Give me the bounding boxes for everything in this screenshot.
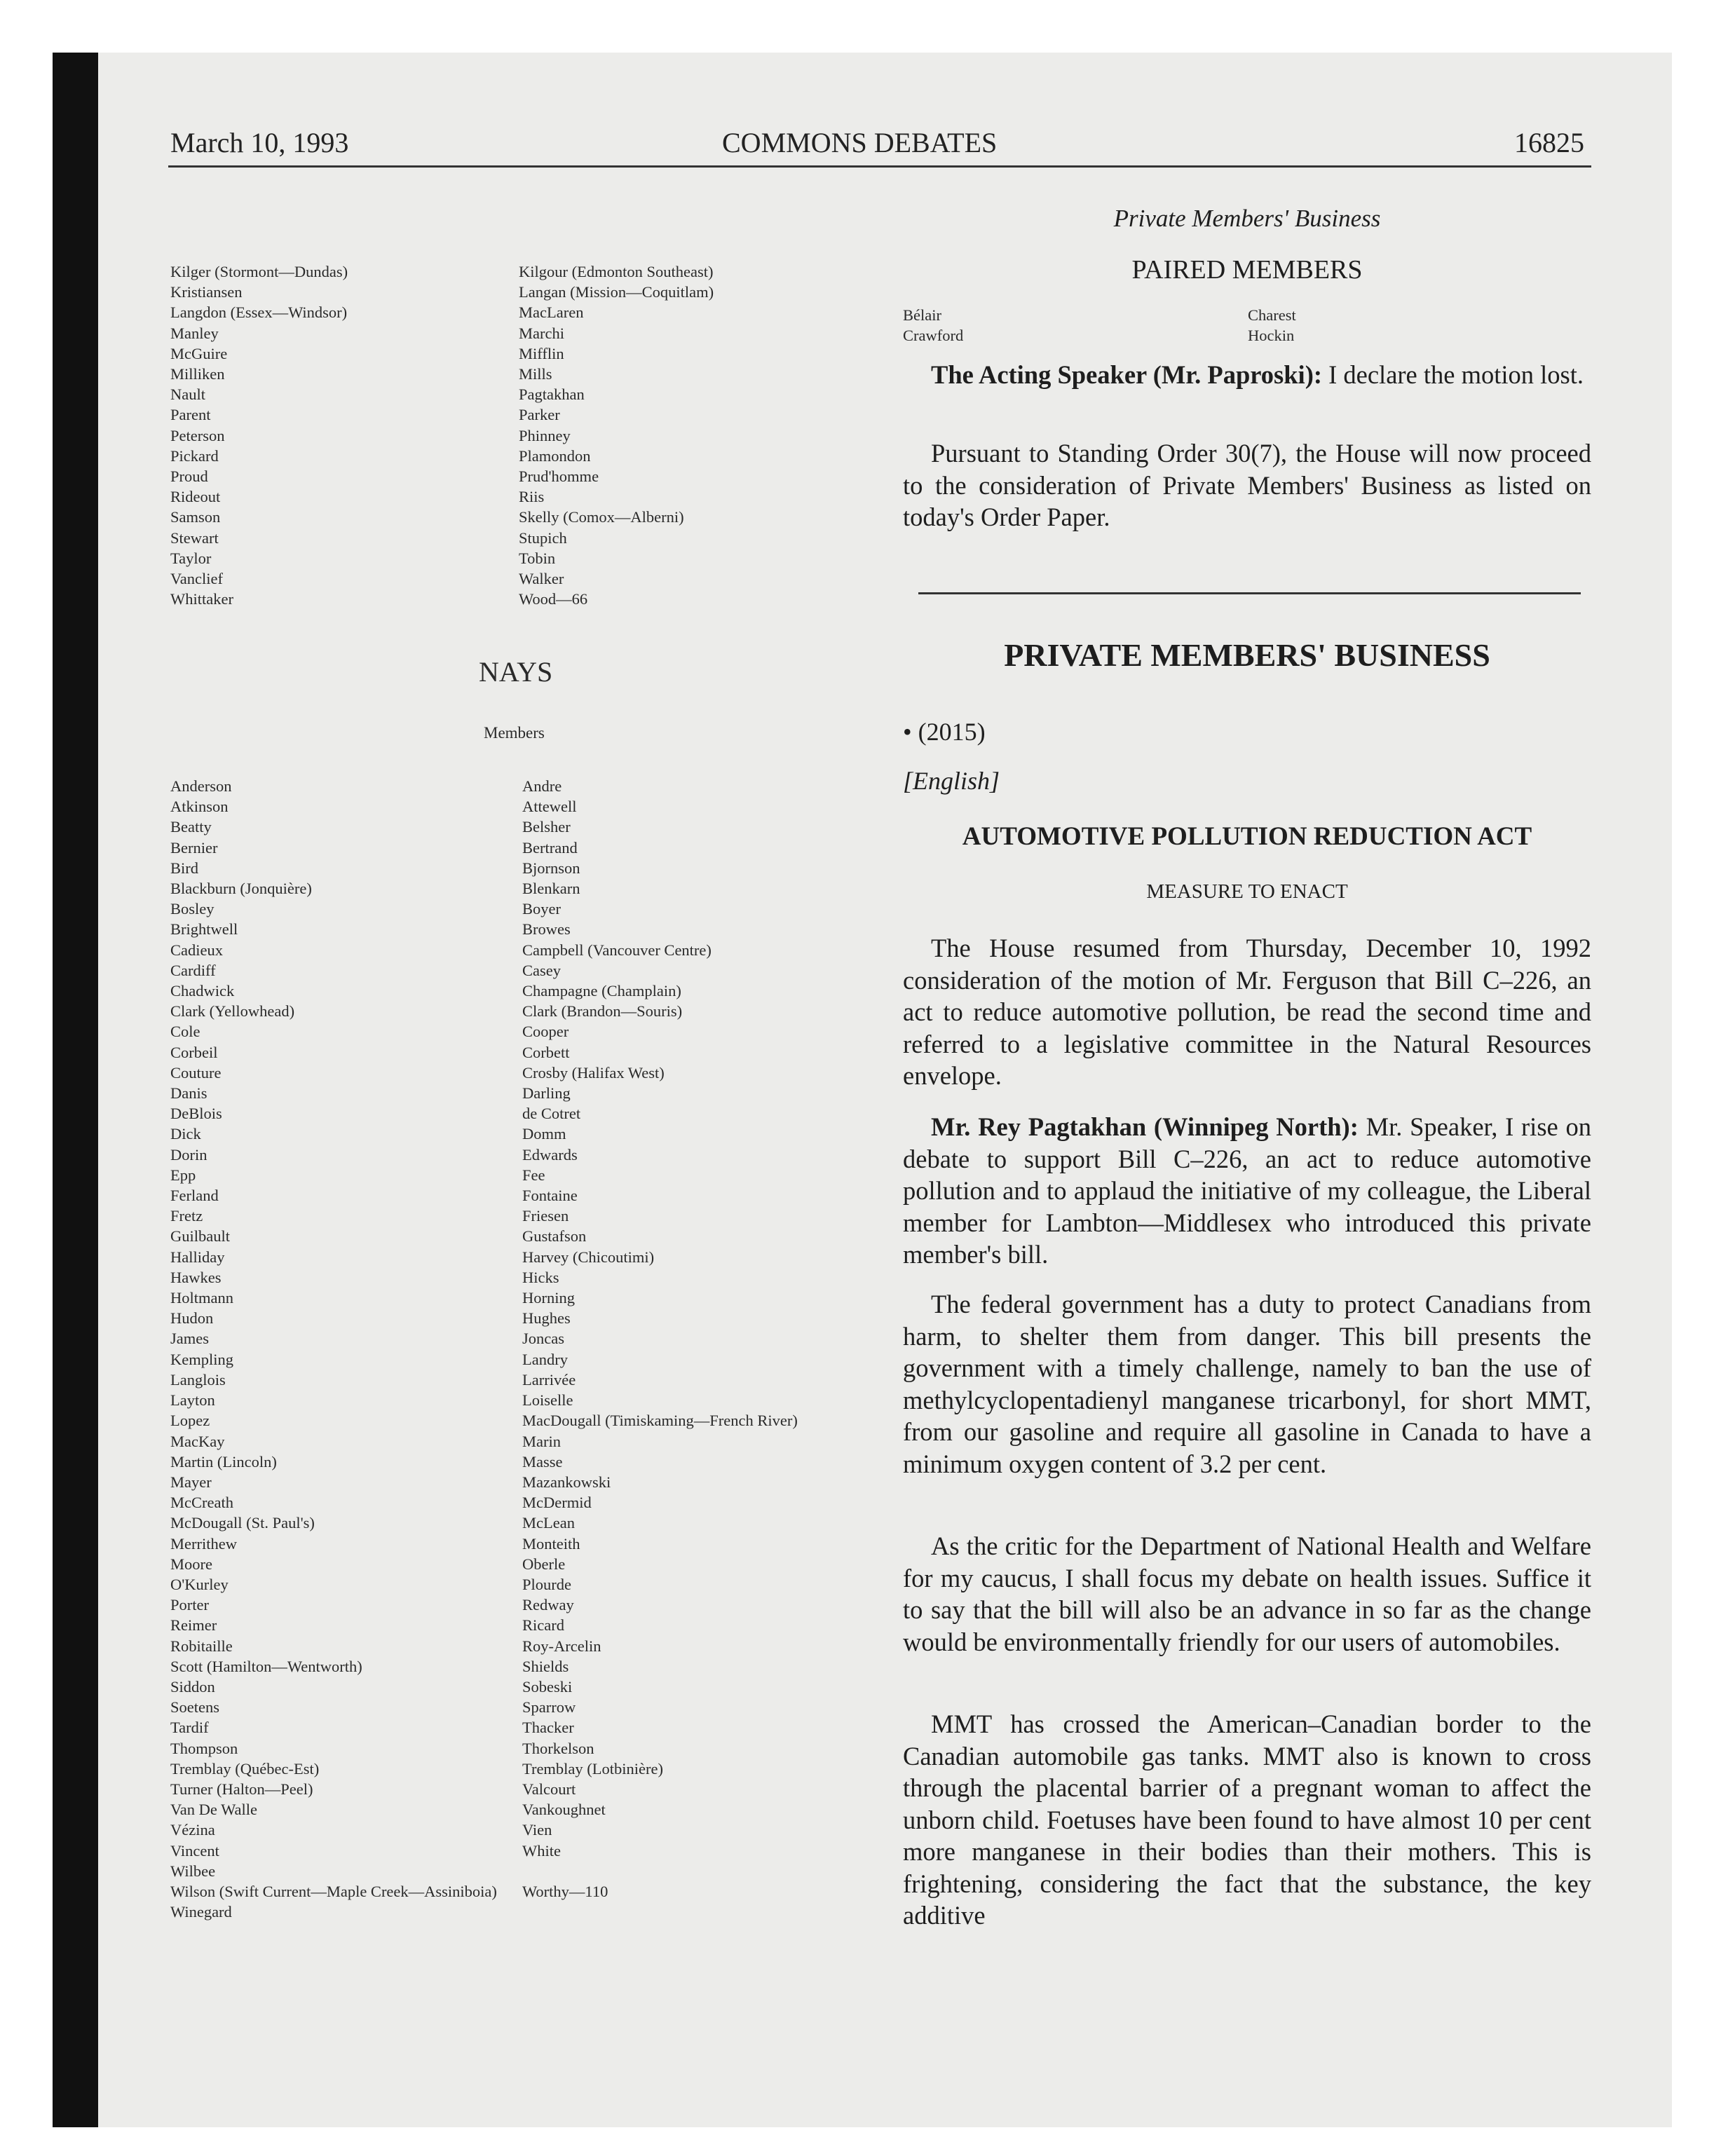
- member-name: MacLaren: [519, 303, 584, 322]
- member-name: Tremblay (Québec-Est): [170, 1759, 320, 1778]
- member-name: Masse: [522, 1452, 563, 1471]
- member-name: Hughes: [522, 1309, 571, 1328]
- nays-left-list: [170, 776, 497, 1922]
- member-name: McGuire: [170, 344, 228, 362]
- member-name: Vankoughnet: [522, 1801, 606, 1819]
- header-date: March 10, 1993: [170, 127, 349, 158]
- member-name: Vien: [522, 1821, 552, 1839]
- member-name: Belsher: [522, 818, 571, 836]
- member-name: Charest: [1248, 306, 1296, 324]
- member-name: Taylor: [170, 549, 212, 567]
- para-text: Pursuant to Standing Order 30(7), the House will now proceed to the consideration of Private Members' Business as listed on today's Order Paper.: [903, 439, 1591, 531]
- member-name: Parker: [519, 406, 560, 424]
- member-name: Blackburn (Jonquière): [170, 880, 312, 898]
- member-name: Browes: [522, 920, 571, 939]
- para-text: I declare the motion lost.: [1322, 360, 1584, 389]
- para-pagtakhan: [903, 1111, 1591, 1271]
- member-name: Proud: [170, 468, 208, 486]
- member-name: White: [522, 1841, 561, 1860]
- scan-edge: [53, 53, 98, 2127]
- header-title: COMMONS DEBATES: [722, 127, 998, 158]
- header-page-number: 16825: [1514, 127, 1584, 158]
- member-name: Robitaille: [170, 1637, 233, 1655]
- member-name: Wilbee: [170, 1862, 216, 1880]
- member-name: Fontaine: [522, 1187, 578, 1205]
- member-name: Mills: [519, 365, 552, 383]
- member-name: Langdon (Essex—Windsor): [170, 303, 348, 322]
- member-name: Redway: [522, 1596, 574, 1614]
- member-name: Thorkelson: [522, 1739, 594, 1757]
- para-text: Mr. Speaker, I rise on debate to support Bill C–226, an act to reduce automotive pollution and to applaud the initiative of my colleague, the Liberal member for Lambton—Middlesex who introduced this private member's bill.: [903, 1112, 1591, 1269]
- member-name: Samson: [170, 508, 221, 526]
- para-text: As the critic for the Department of National Health and Welfare for my caucus, I shall focus my debate on health issues. Suffice it to say that the bill will also be an advance in so far as the change would be environmentally friendly for our users of automobiles.: [903, 1531, 1591, 1656]
- member-name: Pagtakhan: [519, 386, 585, 404]
- section-heading: PRIVATE MEMBERS' BUSINESS: [1004, 637, 1490, 673]
- member-name: Valcourt: [522, 1780, 576, 1798]
- member-name: Wilson (Swift Current—Maple Creek—Assiniboia): [170, 1882, 497, 1900]
- member-name: Pickard: [170, 446, 219, 465]
- member-name: McDermid: [522, 1494, 592, 1512]
- member-name: Phinney: [519, 426, 571, 444]
- member-name: Mifflin: [519, 344, 564, 362]
- member-name: Dorin: [170, 1145, 207, 1164]
- member-name: Cooper: [522, 1023, 569, 1041]
- para-standing-order: [903, 437, 1591, 533]
- member-name: Stupich: [519, 528, 567, 547]
- member-name: Andre: [522, 777, 562, 795]
- member-name: Epp: [170, 1166, 196, 1184]
- paired-left-list: [903, 305, 963, 346]
- act-subtitle: MEASURE TO ENACT: [1146, 880, 1348, 903]
- member-name: Cardiff: [170, 961, 216, 979]
- member-name: Joncas: [522, 1330, 564, 1348]
- member-name: Marchi: [519, 324, 564, 342]
- member-name: Edwards: [522, 1145, 578, 1164]
- member-name: McCreath: [170, 1494, 233, 1512]
- member-name: Whittaker: [170, 590, 233, 608]
- member-name: MacKay: [170, 1432, 225, 1450]
- member-name: Layton: [170, 1391, 215, 1410]
- member-name: Domm: [522, 1125, 566, 1143]
- header-rule: [168, 165, 1591, 168]
- member-name: Bird: [170, 859, 199, 877]
- paired-heading: PAIRED MEMBERS: [1131, 255, 1363, 285]
- member-name: Martin (Lincoln): [170, 1452, 277, 1471]
- member-name: Hicks: [522, 1268, 559, 1286]
- member-name: Vanclief: [170, 570, 223, 588]
- paired-right-list: [1248, 305, 1296, 346]
- member-name: Bosley: [170, 900, 215, 918]
- member-name: Wood—66: [519, 590, 588, 608]
- member-name: Loiselle: [522, 1391, 573, 1410]
- member-name: Scott (Hamilton—Wentworth): [170, 1657, 362, 1675]
- member-name: Kilgour (Edmonton Southeast): [519, 263, 714, 280]
- para-text: The federal government has a duty to protect Canadians from harm, to shelter them from danger. This bill presents the government with a timely challenge, namely to ban the use of methylcyclopentadienyl manganese tricarbonyl, for short MMT, from our gasoline and require all gasoline in Canada to have a minimum oxygen content of 3.2 per cent.: [903, 1290, 1591, 1478]
- time-marker: • (2015): [903, 718, 986, 746]
- member-name: Porter: [170, 1596, 209, 1614]
- speaker-name: Mr. Rey Pagtakhan (Winnipeg North):: [931, 1112, 1359, 1141]
- member-name: Shields: [522, 1657, 569, 1675]
- section-label: Private Members' Business: [1113, 205, 1381, 232]
- member-name: Fretz: [170, 1207, 203, 1225]
- member-name: Hawkes: [170, 1268, 222, 1286]
- member-name: Lopez: [170, 1412, 210, 1430]
- member-name: Hudon: [170, 1309, 214, 1328]
- member-name: Van De Walle: [170, 1801, 257, 1819]
- member-name: Guilbault: [170, 1227, 230, 1246]
- member-name: Ferland: [170, 1187, 219, 1205]
- member-name: Mayer: [170, 1473, 212, 1491]
- member-name: Oberle: [522, 1555, 566, 1573]
- member-name: Kempling: [170, 1350, 233, 1368]
- member-name: Milliken: [170, 365, 225, 383]
- member-name: Merrithew: [170, 1534, 237, 1553]
- member-name: Winegard: [170, 1903, 232, 1921]
- member-name: Bélair: [903, 306, 941, 324]
- para-speaker-motion: [903, 359, 1591, 391]
- para-federal: [903, 1288, 1591, 1480]
- member-name: Attewell: [522, 798, 577, 816]
- member-name: Casey: [522, 961, 561, 979]
- member-name: Crosby (Halifax West): [522, 1063, 665, 1082]
- member-name: O'Kurley: [170, 1575, 229, 1593]
- member-name: Thompson: [170, 1739, 238, 1757]
- member-name: Parent: [170, 406, 211, 424]
- member-name: Chadwick: [170, 982, 235, 1000]
- section-rule: [918, 592, 1581, 594]
- yeas-left-list: [170, 261, 348, 609]
- member-name: Boyer: [522, 900, 561, 918]
- member-name: Sobeski: [522, 1677, 573, 1696]
- member-name: Couture: [170, 1063, 222, 1082]
- member-name: Tremblay (Lotbinière): [522, 1759, 663, 1778]
- member-name: Corbett: [522, 1043, 570, 1061]
- member-name: Anderson: [170, 777, 232, 795]
- member-name: Roy-Arcelin: [522, 1637, 601, 1655]
- member-name: Friesen: [522, 1207, 569, 1225]
- member-name: Vincent: [170, 1841, 219, 1860]
- member-name: Mazankowski: [522, 1473, 611, 1491]
- member-name: Crawford: [903, 327, 964, 345]
- para-mmt: [903, 1708, 1591, 1932]
- member-name: Hockin: [1248, 327, 1295, 345]
- member-name: Holtmann: [170, 1289, 233, 1307]
- member-name: Halliday: [170, 1248, 225, 1266]
- member-name: Plourde: [522, 1575, 571, 1593]
- member-name: Vézina: [170, 1821, 215, 1839]
- member-name: Marin: [522, 1432, 561, 1450]
- member-name: Rideout: [170, 488, 221, 506]
- para-critic: [903, 1530, 1591, 1658]
- member-name: Dick: [170, 1125, 201, 1143]
- member-name: Moore: [170, 1555, 212, 1573]
- member-name: Ricard: [522, 1616, 564, 1635]
- member-name: Worthy—110: [522, 1882, 608, 1900]
- member-name: Cole: [170, 1023, 200, 1041]
- member-name: Clark (Brandon—Souris): [522, 1002, 683, 1021]
- member-name: Bjornson: [522, 859, 580, 877]
- member-name: Sparrow: [522, 1698, 576, 1717]
- member-name: Harvey (Chicoutimi): [522, 1248, 655, 1266]
- member-name: Thacker: [522, 1719, 574, 1737]
- member-name: Horning: [522, 1289, 575, 1307]
- member-name: Tardif: [170, 1719, 209, 1737]
- member-name: de Cotret: [522, 1105, 581, 1123]
- member-name: Champagne (Champlain): [522, 982, 681, 1000]
- member-name: Riis: [519, 488, 545, 506]
- member-name: Siddon: [170, 1677, 215, 1696]
- member-name: Kilger (Stormont—Dundas): [170, 263, 348, 280]
- member-name: Monteith: [522, 1534, 580, 1553]
- speaker-name: The Acting Speaker (Mr. Paproski):: [931, 360, 1322, 389]
- member-name: MacDougall (Timiskaming—French River): [522, 1412, 798, 1430]
- para-resumed: [903, 932, 1591, 1092]
- act-title: AUTOMOTIVE POLLUTION REDUCTION ACT: [962, 822, 1532, 851]
- member-name: Larrivée: [522, 1370, 576, 1389]
- yeas-right-list: [519, 261, 714, 609]
- member-name: Blenkarn: [522, 880, 580, 898]
- member-name: Kristiansen: [170, 283, 243, 301]
- member-name: McLean: [522, 1514, 575, 1532]
- member-name: Manley: [170, 324, 219, 342]
- member-name: Walker: [519, 570, 564, 588]
- para-text: MMT has crossed the American–Canadian border to the Canadian automobile gas tanks. MMT also is known to cross through the placental barrier of a pregnant woman to affect the unborn child. Foetuses have been found to have almost 10 per cent more manganese in their bodies than their mothers. This is frightening, considering the fact that the substance, the key additive: [903, 1710, 1591, 1930]
- member-name: Langlois: [170, 1370, 226, 1389]
- member-name: Brightwell: [170, 920, 238, 939]
- member-name: Reimer: [170, 1616, 217, 1635]
- member-name: [522, 1861, 798, 1881]
- member-name: Fee: [522, 1166, 545, 1184]
- member-name: Bernier: [170, 838, 218, 857]
- member-name: James: [170, 1330, 209, 1348]
- nays-subheading: Members: [484, 724, 545, 742]
- member-name: Nault: [170, 386, 205, 404]
- member-name: Peterson: [170, 426, 225, 444]
- member-name: Prud'homme: [519, 468, 599, 486]
- member-name: Gustafson: [522, 1227, 587, 1246]
- member-name: Turner (Halton—Peel): [170, 1780, 313, 1798]
- member-name: Plamondon: [519, 446, 591, 465]
- nays-heading: NAYS: [479, 656, 553, 688]
- member-name: Soetens: [170, 1698, 219, 1717]
- member-name: DeBlois: [170, 1105, 222, 1123]
- member-name: Corbeil: [170, 1043, 218, 1061]
- language-marker: [English]: [903, 767, 1000, 795]
- member-name: Clark (Yellowhead): [170, 1002, 295, 1021]
- member-name: Campbell (Vancouver Centre): [522, 941, 712, 959]
- member-name: Stewart: [170, 528, 219, 547]
- para-text: The House resumed from Thursday, December 10, 1992 consideration of the motion of Mr. Ferguson that Bill C–226, an act to reduce automotive pollution, be read the second time and referred to a legislative committee in the Natural Resources envelope.: [903, 934, 1591, 1090]
- member-name: Skelly (Comox—Alberni): [519, 508, 684, 526]
- member-name: Atkinson: [170, 798, 229, 816]
- nays-right-list: [522, 776, 798, 1902]
- member-name: McDougall (St. Paul's): [170, 1514, 315, 1532]
- member-name: Cadieux: [170, 941, 223, 959]
- member-name: Landry: [522, 1350, 568, 1368]
- member-name: Danis: [170, 1084, 207, 1103]
- member-name: Beatty: [170, 818, 212, 836]
- member-name: Tobin: [519, 549, 556, 567]
- member-name: Langan (Mission—Coquitlam): [519, 283, 714, 301]
- member-name: Bertrand: [522, 838, 578, 857]
- member-name: Darling: [522, 1084, 571, 1103]
